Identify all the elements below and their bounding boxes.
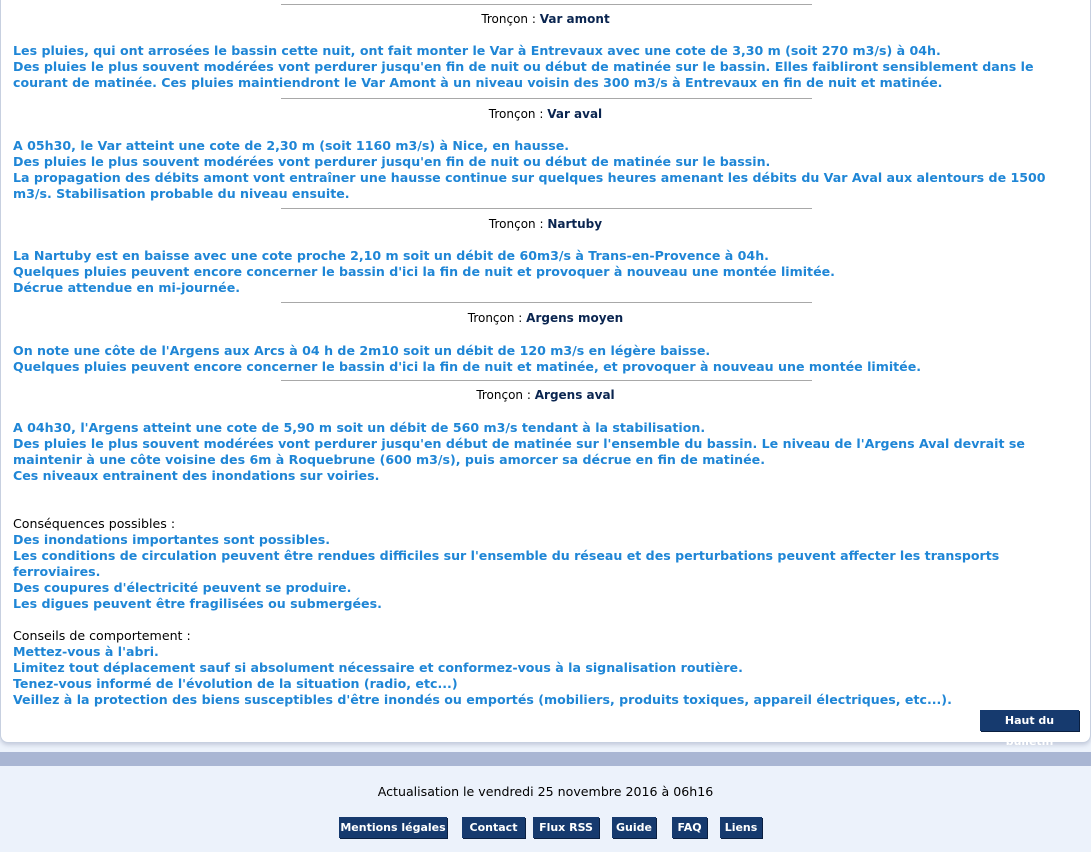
text-line: Ces niveaux entrainent des inondations sur voiries. [13,468,380,483]
section-divider [281,302,812,303]
section-name: Argens moyen [526,311,624,325]
text-line: Quelques pluies peuvent encore concerner le bassin d'ici la fin de nuit et matinée, et provoquer à nouveau une montée limitée. [13,359,922,374]
text-line: La Nartuby est en baisse avec une cote proche 2,10 m soit un débit de 60m3/s à Trans-en-Provence à 04h. [13,248,769,263]
section-title [0,311,1091,325]
section-text [13,43,1078,91]
consequences-text [13,532,1078,612]
text-line: A 05h30, le Var atteint une cote de 2,30 m (soit 1160 m3/s) à Nice, en hausse. [13,138,570,153]
section-text [13,138,1078,202]
text-line: A 04h30, l'Argens atteint une cote de 5,90 m soit un débit de 560 m3/s tendant à la stabilisation. [13,420,706,435]
footer-link-guide[interactable]: Guide [612,817,656,838]
footer-link-faq[interactable]: FAQ [672,817,707,838]
text-line: Les digues peuvent être fragilisées ou submergées. [13,596,382,611]
text-line: Des pluies le plus souvent modérées vont perdurer jusqu'en fin de nuit ou début de matinée sur le bassin. Elles faibliront sensiblement dans le [13,59,1034,74]
advice-text [13,644,1078,708]
text-line: Des pluies le plus souvent modérées vont perdurer jusqu'en fin de nuit ou début de matinée sur le bassin. [13,154,771,169]
text-line: On note une côte de l'Argens aux Arcs à 04 h de 2m10 soit un débit de 120 m3/s en légère baisse. [13,343,711,358]
section-name: Argens aval [534,388,615,402]
section-divider [281,4,812,5]
section-title [0,107,1091,121]
update-timestamp: Actualisation le vendredi 25 novembre 2016 à 06h16 [377,784,714,799]
section-name: Nartuby [547,217,603,231]
text-line: maintenir à une côte voisine des 6m à Roquebrune (600 m3/s), puis amorcer sa décrue en fin de matinée. [13,452,765,467]
text-line: Les pluies, qui ont arrosées le bassin cette nuit, ont fait monter le Var à Entrevaux avec une cote de 3,30 m (soit 270 m3/s) à 04h. [13,43,941,58]
section-text [13,420,1078,484]
text-line: La propagation des débits amont vont entraîner une hausse continue sur quelques heures amenant les débits du Var Aval aux alentours de 1500 [13,170,1046,185]
footer-link-contact[interactable]: Contact [462,817,525,838]
section-divider [281,98,812,99]
text-line: Veillez à la protection des biens susceptibles d'être inondés ou emportés (mobiliers, produits toxiques, appareil électriques, etc...). [13,692,952,707]
text-line: Quelques pluies peuvent encore concerner le bassin d'ici la fin de nuit et provoquer à nouveau une montée limitée. [13,264,835,279]
text-line: Tenez-vous informé de l'évolution de la situation (radio, etc...) [13,676,458,691]
text-line: Limitez tout déplacement sauf si absolument nécessaire et conformez-vous à la signalisation routière. [13,660,743,675]
section-label: Tronçon : [488,107,544,121]
advice-label: Conseils de comportement : [13,628,191,643]
footer-link-legal[interactable]: Mentions légales [339,817,447,838]
section-text [13,248,1078,296]
section-divider [281,380,812,381]
text-line: courant de matinée. Ces pluies maintiendront le Var Amont à un niveau voisin des 300 m3/s à Entrevaux en fin de nuit et matinée. [13,75,943,90]
footer-link-rss[interactable]: Flux RSS [533,817,599,838]
footer-band [0,752,1091,766]
section-label: Tronçon : [476,388,531,402]
top-of-bulletin-button[interactable]: Haut du bulletin [980,710,1079,731]
section-title [0,217,1091,231]
section-title [0,388,1091,402]
section-title [0,12,1091,26]
section-name: Var aval [547,107,603,121]
text-line: Les conditions de circulation peuvent être rendues difficiles sur l'ensemble du réseau et des perturbations peuvent affecter les transports [13,548,1000,563]
text-line: Décrue attendue en mi-journée. [13,280,241,295]
text-line: ferroviaires. [13,564,101,579]
footer-link-links[interactable]: Liens [720,817,762,838]
section-label: Tronçon : [481,12,536,26]
section-label: Tronçon : [467,311,523,325]
text-line: m3/s. Stabilisation probable du niveau ensuite. [13,186,350,201]
section-text [13,343,1078,375]
text-line: Des pluies le plus souvent modérées vont perdurer jusqu'en début de matinée sur l'ensemble du bassin. Le niveau de l'Argens Aval devrait se [13,436,1025,451]
section-label: Tronçon : [488,217,544,231]
text-line: Des coupures d'électricité peuvent se produire. [13,580,352,595]
section-name: Var amont [539,12,610,26]
consequences-label: Conséquences possibles : [13,516,176,531]
text-line: Mettez-vous à l'abri. [13,644,159,659]
text-line: Des inondations importantes sont possibles. [13,532,331,547]
section-divider [281,208,812,209]
